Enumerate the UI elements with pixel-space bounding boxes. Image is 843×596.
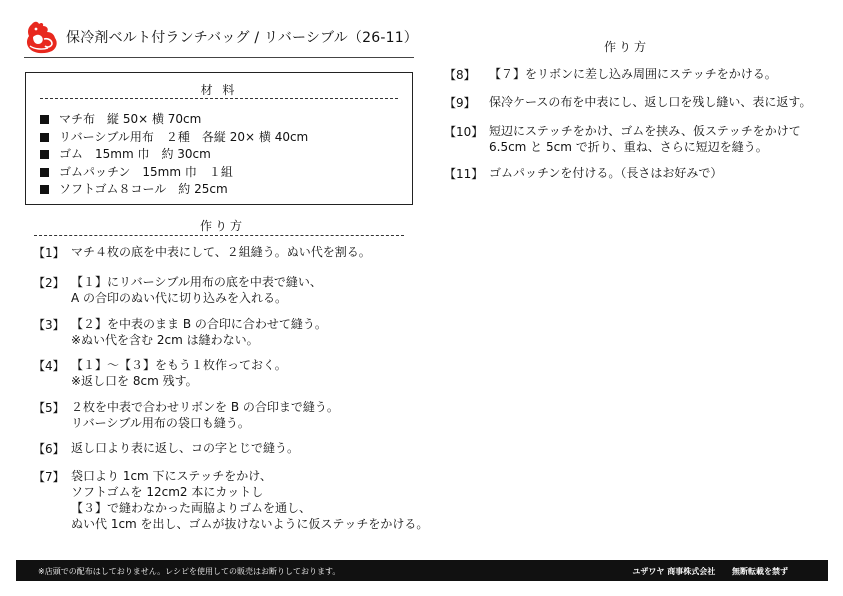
step-line: ソフトゴムを 12cm2 本にカットし xyxy=(71,485,264,499)
step-line: マチ４枚の底を中表にして、２組縫う。ぬい代を割る。 xyxy=(71,245,371,259)
step-text xyxy=(71,399,339,431)
step-line: ※返し口を 8cm 残す。 xyxy=(71,374,198,388)
step-line: ぬい代 1cm を出し、ゴムが抜けないように仮ステッチをかける。 xyxy=(71,517,429,531)
company-logo-icon xyxy=(24,20,60,54)
step-number: 【10】 xyxy=(444,125,484,139)
step-line: 【２】を中表のまま B の合印に合わせて縫う。 xyxy=(71,317,327,331)
step-number: 【5】 xyxy=(33,401,65,415)
materials-list xyxy=(40,111,308,199)
step-line: 【７】をリボンに差し込み周囲にステッチをかける。 xyxy=(489,67,777,81)
step-number: 【9】 xyxy=(444,96,476,110)
material-text: ゴム 15mm 巾 約 30cm xyxy=(59,147,211,161)
page-title: 保冷剤ベルト付ランチバッグ / リバーシブル（26-11） xyxy=(66,30,418,46)
materials-heading: 材 料 xyxy=(200,83,238,97)
step-number: 【3】 xyxy=(33,318,65,332)
step-text xyxy=(489,66,777,82)
instructions-left-dashed-divider xyxy=(34,235,404,236)
step-line: 【１】にリバーシブル用布の底を中表で縫い、 xyxy=(71,275,322,289)
bullet-square-icon xyxy=(40,168,49,177)
step-number: 【8】 xyxy=(444,68,476,82)
footer-bar xyxy=(16,560,828,581)
material-item xyxy=(40,111,308,129)
step-text xyxy=(71,244,371,260)
title-underline xyxy=(24,57,414,58)
step-number: 【2】 xyxy=(33,276,65,290)
step-line: ※ぬい代を含む 2cm は縫わない。 xyxy=(71,333,259,347)
material-text: リバーシブル用布 ２種 各縦 20× 横 40cm xyxy=(59,129,309,144)
step-text xyxy=(71,316,327,348)
step-text xyxy=(71,468,428,532)
step-line: リバーシブル用布の袋口も縫う。 xyxy=(71,416,250,430)
footer-notice: ※店頭での配布はしておりません。レシピを使用しての販売はお断りしております。 xyxy=(38,567,341,576)
bullet-square-icon xyxy=(40,185,49,194)
step-text xyxy=(71,440,299,456)
footer-copyright: 無断転載を禁ず xyxy=(732,567,788,576)
step-line: 短辺にステッチをかけ、ゴムを挟み、仮ステッチをかけて xyxy=(489,124,801,138)
material-text: マチ布 縦 50× 横 70cm xyxy=(59,112,202,126)
step-line: 【３】で縫わなかった両脇よりゴムを通し、 xyxy=(71,501,312,515)
step-number: 【11】 xyxy=(444,167,484,181)
step-text xyxy=(71,357,287,389)
material-item xyxy=(40,129,308,147)
material-item xyxy=(40,164,308,182)
material-item xyxy=(40,146,308,164)
materials-dashed-divider xyxy=(40,98,398,99)
step-number: 【1】 xyxy=(33,246,65,260)
step-line: 保冷ケースの布を中表にし、返し口を残し縫い、表に返す。 xyxy=(489,95,812,109)
step-line: 袋口より 1cm 下にステッチをかけ、 xyxy=(71,469,272,483)
bullet-square-icon xyxy=(40,150,49,159)
material-item xyxy=(40,181,308,199)
instructions-left-heading: 作り方 xyxy=(200,219,246,233)
step-line: 【１】～【３】をもう１枚作っておく。 xyxy=(71,358,287,372)
bullet-square-icon xyxy=(40,115,49,124)
step-line: 返し口より表に返し、コの字とじで縫う。 xyxy=(71,441,300,455)
bullet-square-icon xyxy=(40,133,49,142)
step-text xyxy=(71,274,322,306)
step-text xyxy=(489,123,801,155)
step-line: 6.5cm と 5cm で折り、重ね、さらに短辺を縫う。 xyxy=(489,140,768,154)
step-line: ２枚を中表で合わせリボンを B の合印まで縫う。 xyxy=(71,400,339,414)
step-text xyxy=(489,94,811,110)
step-line: A の合印のぬい代に切り込みを入れる。 xyxy=(71,291,288,305)
materials-box xyxy=(25,72,413,205)
material-text: ゴムパッチン 15mm 巾 １組 xyxy=(59,164,233,179)
step-line: ゴムパッチンを付ける。（長さはお好みで） xyxy=(489,166,723,180)
step-text xyxy=(489,165,722,181)
step-number: 【4】 xyxy=(33,359,65,373)
step-number: 【6】 xyxy=(33,442,65,456)
instructions-right-heading: 作り方 xyxy=(604,40,650,54)
footer-company-info xyxy=(618,566,788,577)
step-number: 【7】 xyxy=(33,470,65,484)
footer-company-name: ユザワヤ 商事株式会社 xyxy=(632,567,716,576)
material-text: ソフトゴム８コール 約 25cm xyxy=(59,182,228,196)
